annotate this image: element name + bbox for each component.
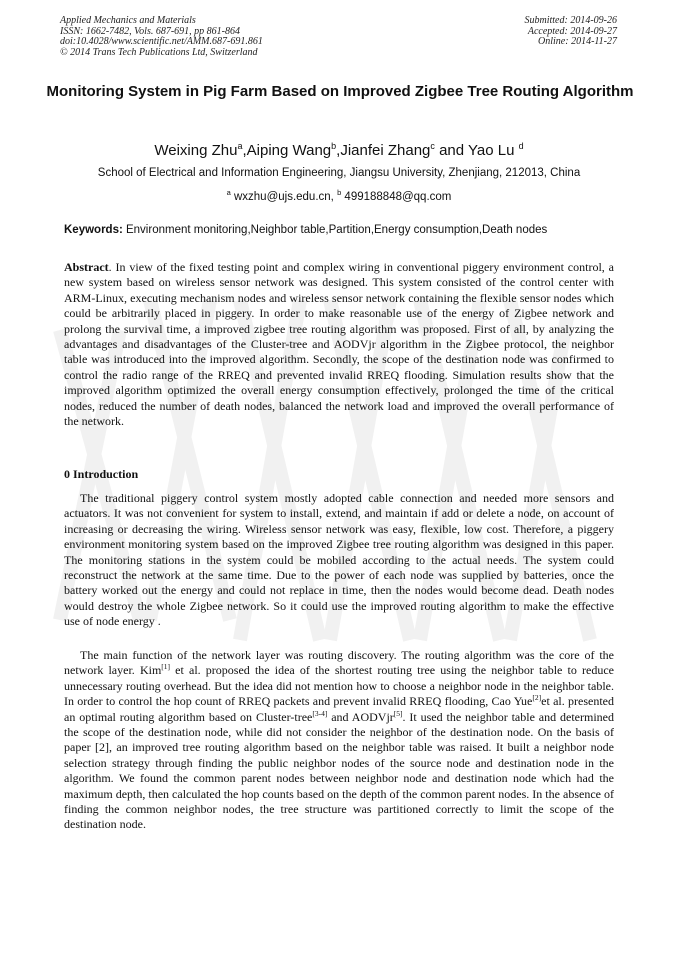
citation: [5] (393, 708, 403, 718)
paper-title: Monitoring System in Pig Farm Based on Improved Zigbee Tree Routing Algorithm (46, 83, 634, 100)
author-list (0, 141, 678, 159)
journal-name: Applied Mechanics and Materials (60, 15, 196, 26)
author-sup: a (237, 141, 243, 151)
copyright-line: © 2014 Trans Tech Publications Ltd, Switzerland (60, 46, 258, 58)
para-text: et al. proposed the idea of the shortest routing tree using the neighbor table to reduce unnecessary routing overhead. But the idea did not mention how to choose a neighbor node in the neighbor table. In order to control the hop count of RREQ packets and prevent invalid RREQ flooding, Cao Yue (64, 663, 614, 709)
dates-info (525, 16, 618, 48)
accepted-date: Accepted: 2014-09-27 (527, 25, 617, 37)
author-sep: and (434, 142, 468, 159)
citation: [1] (161, 662, 171, 672)
intro-paragraph-1: The traditional piggery control system mostly adopted cable connection and needed more sensors and actuators. It was not convenient for system to install, extend, and maintain if add or delete a node, on account of increasing or decreasing the wiring. Wireless sensor network was easy, flexible, low cost. Therefore, a piggery environment monitoring system based on the improved Zigbee tree routing algorithm was designed in this paper. The monitoring stations in the system could be mobiled according to the actual needs. The system could reconstruct the network at the same time. Due to the power of each node was supplied by batteries, once the battery worked out the energy and could not replace in time, then the nodes would become dead. Death nodes would destroy the whole Zigbee network. So it could use the improved routing algorithm to make the effective use of node energy . (64, 491, 614, 629)
online-date: Online: 2014-11-27 (538, 36, 617, 48)
abstract (64, 260, 614, 429)
author-name: Jianfei Zhang (340, 142, 431, 159)
author-sep: , (242, 142, 247, 159)
keywords-label: Keywords: (64, 224, 123, 236)
intro-paragraph-2 (64, 648, 614, 833)
section-heading: 0 Introduction (64, 467, 139, 481)
email-sup: b (337, 188, 342, 197)
abstract-text: . In view of the fixed testing point and complex wiring in conventional piggery environment control, a new system based on wireless sensor network was designed. This system consisted of the control center with ARM-Linux, executing mechanism nodes and wireless sensor network containing the flexible sensor nodes which could be arbitrarily placed in piggery. In order to make reasonable use of the energy of Zigbee network and prolong the survival time, a improved zigbee tree routing algorithm was proposed. First of all, by analyzing the advantages and disadvantages of the Cluster-tree and AODVjr algorithm in the Zigbee protocol, the neighbor table was introduced into the improved algorithm. Secondly, the scope of the destination node was confirmed to control the radio range of the RREQ and prevented invalid RREQ flooding. Simulation results show that the improved algorithm optimized the overall energy consumption effectively, prolonged the time of the critical nodes, reduced the number of death nodes, balanced the network load and improved the overall performance of the network. (64, 260, 614, 429)
para-text: . It used the neighbor table and determined the scope of the destination node, while did not consider the neighbor of the destination node. On the basis of paper [2], an improved tree routing algorithm based on the neighbor table was raised. It built a neighbor node selection strategy through finding the public neighbor nodes of the source node and destination node in the algorithm. We found the common parent nodes between neighbor node and destination node which had the maximum depth, then calculated the hop counts based on the depth of the common parent nodes. In the absence of finding the common neighbor nodes, the tree structure was partitioned correctly to limit the scope of the destination node. (64, 709, 614, 832)
author-emails (0, 188, 678, 203)
citation: [3-4] (312, 708, 328, 718)
para-text: and AODVjr (327, 709, 394, 724)
submitted-date: Submitted: 2014-09-26 (524, 15, 617, 26)
author-sup: b (331, 141, 337, 151)
author-name: Weixing Zhu (154, 142, 238, 159)
journal-info (60, 16, 263, 58)
author-sup: c (430, 141, 435, 151)
email-sup: a (226, 188, 231, 197)
keywords-text: Environment monitoring,Neighbor table,Partition,Energy consumption,Death nodes (122, 224, 548, 236)
author-name: Yao Lu (468, 142, 519, 159)
email-b: 499188848@qq.com (341, 190, 452, 203)
doi-line: doi:10.4028/www.scientific.net/AMM.687-691.861 (60, 36, 263, 48)
affiliation: School of Electrical and Information Engineering, Jiangsu University, Zhenjiang, 212013, China (97, 167, 581, 179)
keywords (64, 224, 624, 236)
email-a: wxzhu@ujs.edu.cn, (230, 190, 338, 203)
citation: [2] (532, 693, 542, 703)
issn-line: ISSN: 1662-7482, Vols. 687-691, pp 861-864 (60, 25, 240, 37)
abstract-label: Abstract (64, 260, 109, 274)
para-text: et al. presented an optimal routing algorithm based on Cluster-tree (64, 694, 614, 724)
author-name: Aiping Wang (246, 142, 332, 159)
author-sep: , (336, 142, 341, 159)
para-text: The main function of the network layer was routing discovery. The routing algorithm was the core of the network layer. Kim (64, 648, 614, 678)
author-sup: d (518, 141, 524, 151)
